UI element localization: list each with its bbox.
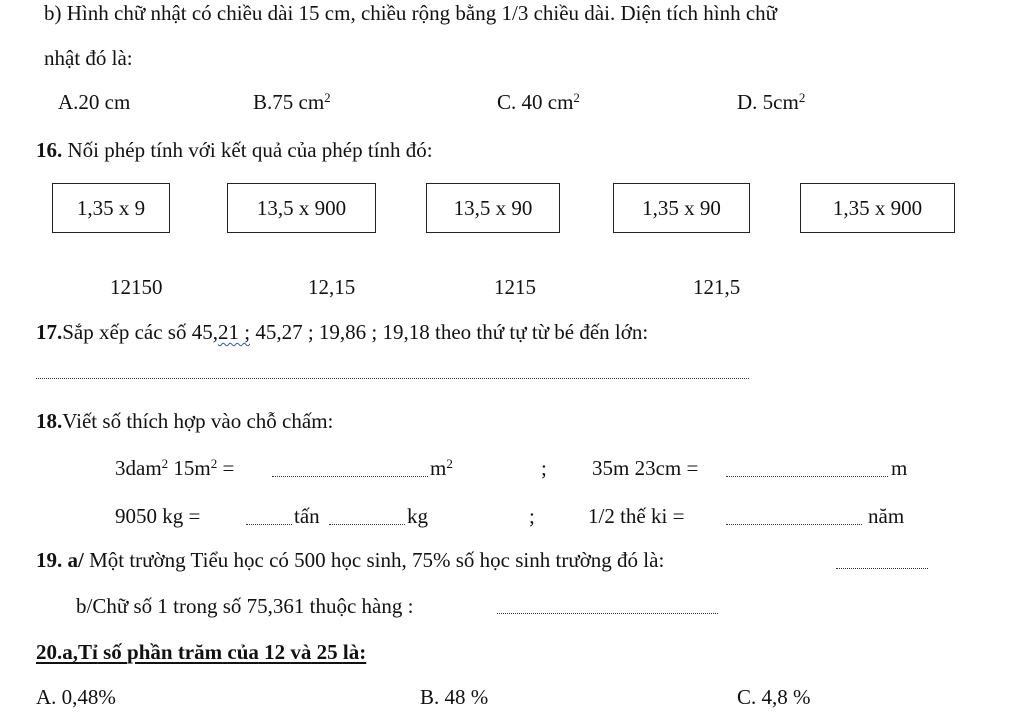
q19a-answer-blank[interactable]	[836, 568, 928, 569]
q19b-question: b/Chữ số 1 trong số 75,361 thuộc hàng :	[76, 594, 414, 618]
q19a-question: 19. a/ Một trường Tiểu học có 500 học sinh, 75% số học sinh trường đó là:	[36, 548, 665, 572]
q20-option-a[interactable]: A. 0,48%	[36, 685, 116, 709]
q17-answer-line[interactable]	[36, 378, 749, 379]
q18-row1-left: 3dam$^2$ $15m^2$ =	[115, 455, 235, 480]
q20-title: 20.a,Tỉ số phần trăm của 12 và 25 là:	[36, 640, 367, 664]
expression-box-4[interactable]: 1,35 x 90	[613, 183, 750, 233]
q16-title: 16. Nối phép tính với kết quả của phép tính đó:	[36, 138, 433, 162]
result-1[interactable]: 12150	[110, 275, 163, 299]
expression-box-5[interactable]: 1,35 x 900	[800, 183, 955, 233]
expression-box-3[interactable]: 13,5 x 90	[426, 183, 560, 233]
q18-row1-separator: ;	[541, 456, 547, 480]
q18-row2-right: 1/2 thế ki =	[588, 504, 685, 528]
q18-row2-kg-label: kg	[407, 504, 428, 528]
result-4[interactable]: 121,5	[693, 275, 741, 299]
q18-row2-right-blank[interactable]	[726, 524, 862, 525]
q19b-answer-blank[interactable]	[497, 613, 718, 614]
result-3[interactable]: 1215	[494, 275, 536, 299]
expression-box-1[interactable]: 1,35 x 9	[52, 183, 170, 233]
q15b-stem-line1: b) Hình chữ nhật có chiều dài 15 cm, chiều rộng bằng 1/3 chiều dài. Diện tích hình chữ	[44, 1, 778, 25]
q18-row2-right-unit: năm	[868, 504, 905, 528]
q15b-option-b: B.75 $cm^2$	[253, 89, 331, 114]
q18-row1-left-unit: $m^2$	[430, 455, 453, 480]
q20-option-c[interactable]: C. 4,8 %	[737, 685, 811, 709]
q18-row1-left-blank[interactable]	[272, 476, 428, 477]
expression-box-2[interactable]: 13,5 x 900	[227, 183, 376, 233]
q18-row2-left: 9050 kg =	[115, 504, 201, 528]
q18-row2-separator: ;	[529, 504, 535, 528]
q15b-stem-line2: nhật đó là:	[44, 46, 133, 70]
q18-title: 18.Viết số thích hợp vào chỗ chấm:	[36, 409, 334, 433]
q17-question: 17.Sắp xếp các số 45,21 ; 45,27 ; 19,86 ; 19,18 theo thứ tự từ bé đến lớn:	[36, 320, 649, 344]
q18-row2-blank-tons[interactable]	[246, 524, 292, 525]
q18-row1-right: 35m 23cm =	[592, 456, 699, 480]
q18-row2-blank-kg[interactable]	[329, 524, 405, 525]
q20-option-b[interactable]: B. 48 %	[420, 685, 489, 709]
q18-row1-right-unit: m	[891, 456, 908, 480]
q15b-option-a: A.20 cm	[58, 90, 131, 114]
q18-row2-ton-label: tấn	[294, 504, 320, 528]
q15b-option-c: C. 40 $cm^2$	[497, 89, 580, 114]
q15b-option-d: D. $5cm^2$	[737, 89, 806, 114]
q18-row1-right-blank[interactable]	[726, 476, 888, 477]
result-2[interactable]: 12,15	[308, 275, 356, 299]
